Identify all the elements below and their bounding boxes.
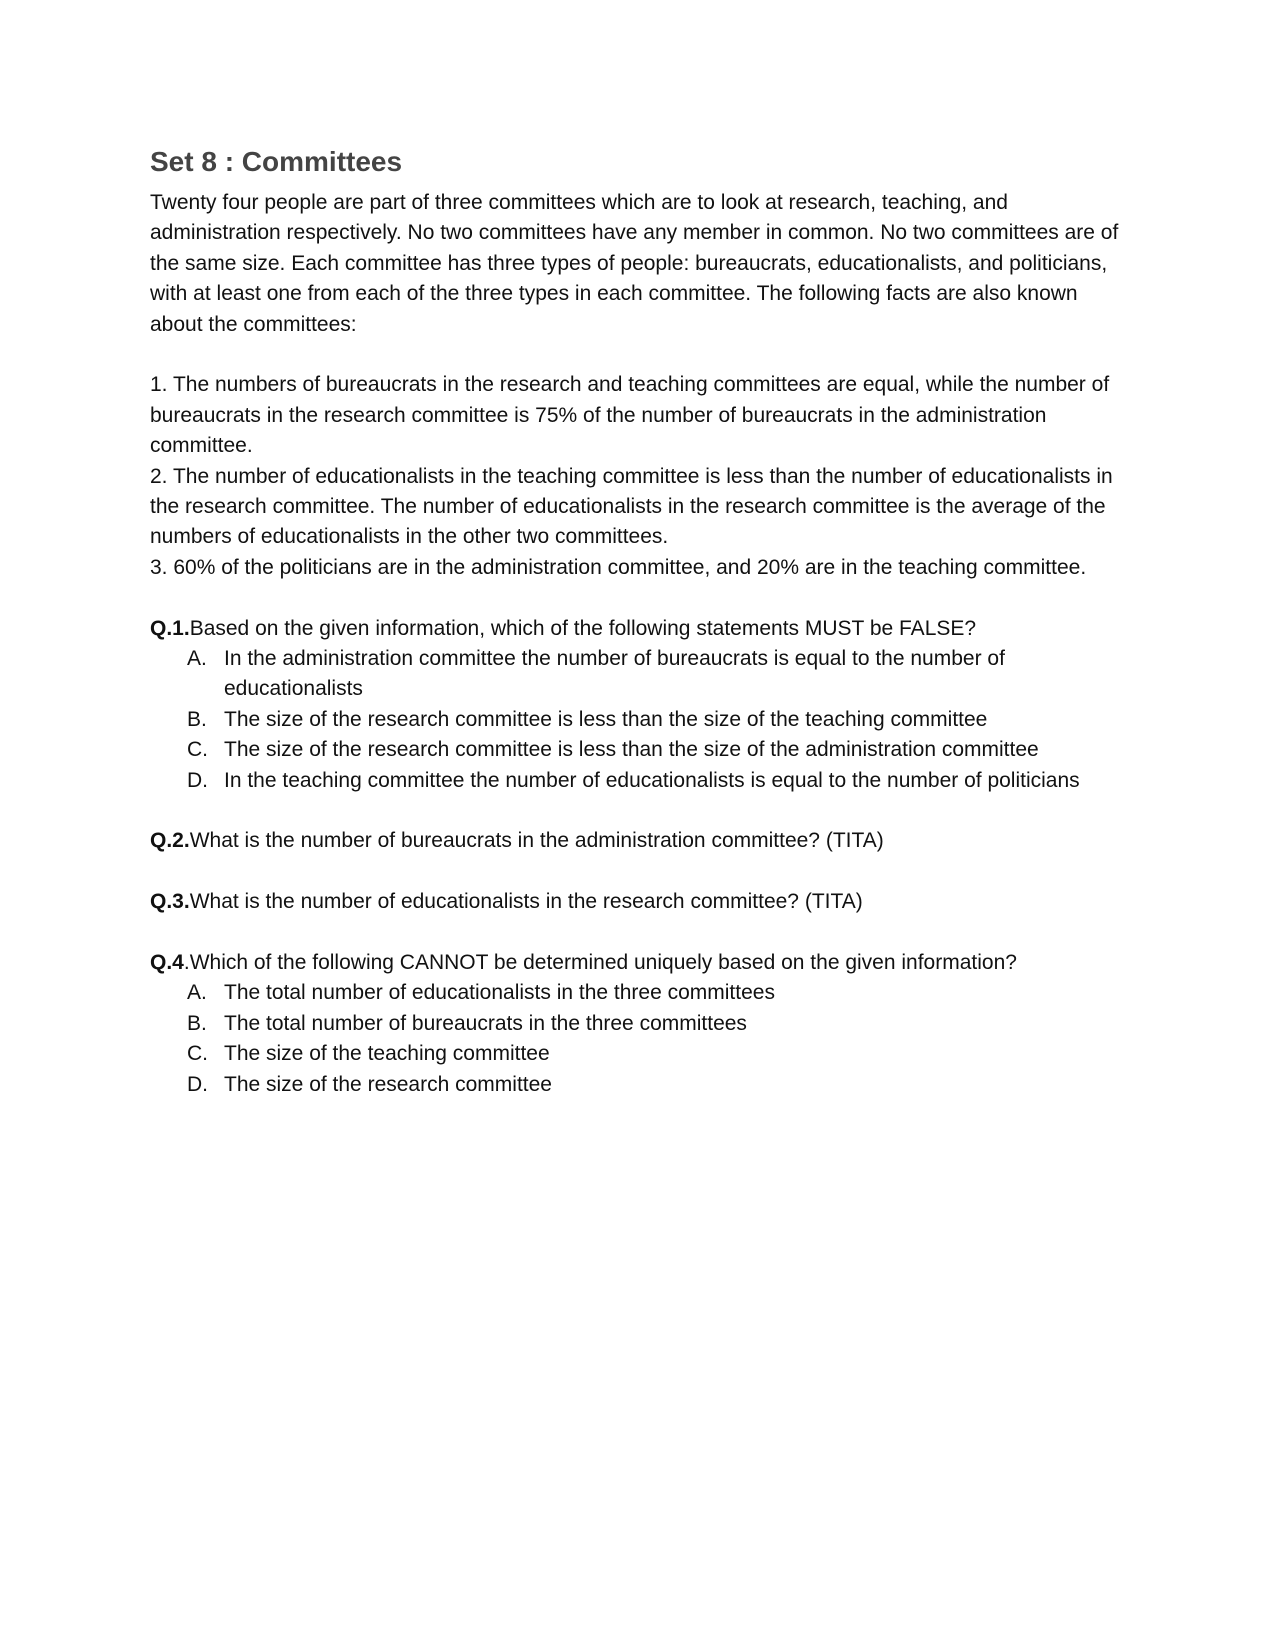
question-text: .Which of the following CANNOT be determined uniquely based on the given information?: [183, 951, 1017, 975]
option-a: [150, 644, 1135, 705]
option-text: The total number of bureaucrats in the three committees: [224, 1011, 747, 1035]
option-letter: A.: [187, 647, 207, 671]
page-title: Set 8 : Committees: [150, 146, 403, 177]
option-a: [150, 978, 1135, 1008]
question-text: What is the number of bureaucrats in the administration committee? (TITA): [189, 829, 884, 853]
option-b: [150, 705, 1135, 735]
option-b: [150, 1009, 1135, 1039]
option-text: The size of the teaching committee: [224, 1042, 550, 1066]
option-c: [150, 735, 1135, 765]
option-letter: C.: [187, 738, 208, 762]
fact-3: 3. 60% of the politicians are in the administration committee, and 20% are in the teaching committee.: [150, 555, 1087, 579]
option-letter: D.: [187, 768, 208, 792]
option-letter: D.: [187, 1072, 208, 1096]
option-text: The size of the research committee is less than the size of the administration committee: [224, 738, 1039, 762]
option-text: The size of the research committee is less than the size of the teaching committee: [224, 707, 988, 731]
option-list: [150, 978, 1135, 1100]
question-number: Q.4: [150, 951, 184, 975]
question-number: Q.3.: [150, 890, 190, 914]
document-page: [150, 145, 1135, 1100]
option-letter: B.: [187, 1011, 207, 1035]
question-number: Q.2.: [150, 829, 190, 853]
spacer: [150, 857, 1135, 887]
spacer: [150, 340, 1135, 370]
spacer: [150, 583, 1135, 613]
option-text: The size of the research committee: [224, 1072, 552, 1096]
question-3: [150, 887, 1135, 917]
fact-1: 1. The numbers of bureaucrats in the research and teaching committees are equal, while the number of bureaucrats in the research committee is 75% of the number of bureaucrats in the administration committee.: [150, 373, 1110, 458]
option-list: [150, 644, 1135, 796]
spacer: [150, 796, 1135, 826]
option-c: [150, 1039, 1135, 1069]
spacer: [150, 918, 1135, 948]
option-d: [150, 1070, 1135, 1100]
question-text: Based on the given information, which of the following statements MUST be FALSE?: [189, 616, 977, 640]
question-text: What is the number of educationalists in the research committee? (TITA): [189, 890, 863, 914]
fact-2: 2. The number of educationalists in the teaching committee is less than the number of educationalists in the research committee. The number of educationalists in the research committee is the average of the numbers of educationalists in the other two committees.: [150, 464, 1113, 549]
option-text: In the administration committee the number of bureaucrats is equal to the number of educationalists: [224, 647, 1005, 701]
option-letter: C.: [187, 1042, 208, 1066]
option-letter: A.: [187, 981, 207, 1005]
option-text: The total number of educationalists in the three committees: [224, 981, 775, 1005]
intro-paragraph: Twenty four people are part of three committees which are to look at research, teaching, and administration respectively. No two committees have any member in common. No two committees are of the same size. Each committee has three types of people: bureaucrats, educationalists, and politicians, with at least one from each of the three types in each committee. The following facts are also known about the committees:: [150, 191, 1119, 336]
question-2: [150, 826, 1135, 856]
question-number: Q.1.: [150, 616, 190, 640]
question-4: [150, 948, 1135, 1100]
question-1: [150, 614, 1135, 796]
option-letter: B.: [187, 707, 207, 731]
option-text: In the teaching committee the number of educationalists is equal to the number of politicians: [224, 768, 1080, 792]
option-d: [150, 766, 1135, 796]
